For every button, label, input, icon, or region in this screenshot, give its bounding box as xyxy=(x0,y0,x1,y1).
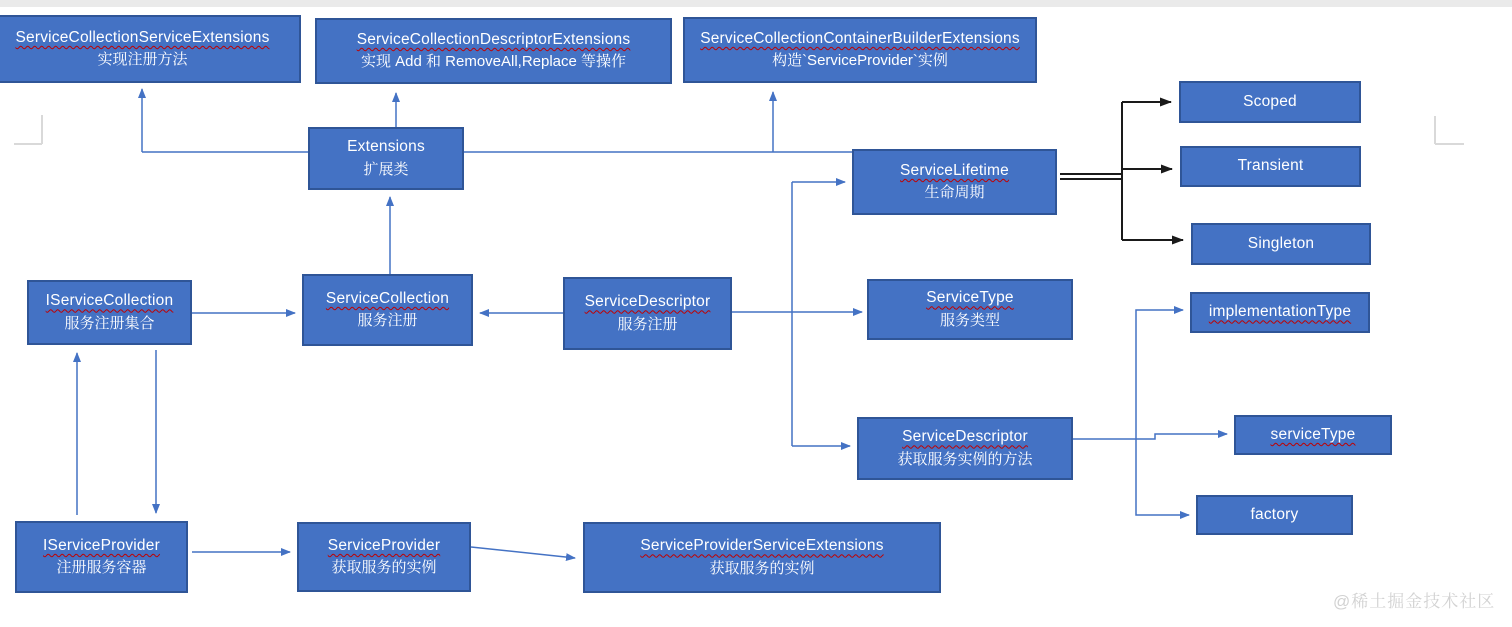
node-servicetype[interactable] xyxy=(867,279,1073,340)
node-title: ServiceCollectionDescriptorExtensions xyxy=(356,30,631,48)
node-title: ServiceCollectionServiceExtensions xyxy=(15,28,270,46)
node-subtitle: 服务注册 xyxy=(617,315,678,333)
node-subtitle: 实现 Add 和 RemoveAll,Replace 等操作 xyxy=(360,53,627,71)
node-servicedescriptor[interactable] xyxy=(563,277,732,350)
node-title: ServiceDescriptor xyxy=(584,293,711,311)
node-servicecollectiondescriptorextensions[interactable] xyxy=(315,18,672,84)
node-subtitle: 服务注册 xyxy=(357,312,418,330)
node-servicetype-field[interactable] xyxy=(1234,415,1392,455)
node-subtitle: 获取服务的实例 xyxy=(709,559,815,577)
node-subtitle: 注册服务容器 xyxy=(56,559,147,577)
node-servicelifetime[interactable] xyxy=(852,149,1057,215)
node-subtitle: 实现注册方法 xyxy=(97,51,188,69)
node-subtitle: 扩展类 xyxy=(363,160,409,178)
node-subtitle: 获取服务的实例 xyxy=(331,559,437,577)
node-title: serviceType xyxy=(1270,425,1356,443)
node-title: IServiceProvider xyxy=(43,536,160,554)
node-title: Singleton xyxy=(1247,234,1315,252)
node-title: implementationType xyxy=(1208,303,1352,321)
node-title: ServiceCollection xyxy=(325,289,450,307)
node-servicecollectioncontainerbuilderextensions[interactable] xyxy=(683,17,1037,83)
node-title: ServiceLifetime xyxy=(900,161,1009,179)
node-title: ServiceDescriptor xyxy=(902,428,1028,446)
node-extensions[interactable] xyxy=(308,127,464,190)
node-singleton[interactable] xyxy=(1191,223,1371,265)
node-title: ServiceProvider xyxy=(327,536,441,554)
node-title: Extensions xyxy=(347,138,425,156)
node-subtitle: 构造`ServiceProvider`实例 xyxy=(772,52,948,70)
node-iservicecollection[interactable] xyxy=(27,280,192,345)
node-servicecollection[interactable] xyxy=(302,274,473,346)
node-scoped[interactable] xyxy=(1179,81,1361,123)
node-transient[interactable] xyxy=(1180,146,1361,187)
node-subtitle: 服务类型 xyxy=(939,311,1000,329)
node-servicedescriptor-methods[interactable] xyxy=(857,417,1073,480)
node-implementationtype[interactable] xyxy=(1190,292,1370,333)
black-connectors xyxy=(1060,102,1183,240)
node-title: ServiceProviderServiceExtensions xyxy=(640,537,884,555)
watermark: @稀土掘金技术社区 xyxy=(1333,592,1496,611)
node-factory[interactable] xyxy=(1196,495,1353,535)
node-title: ServiceType xyxy=(926,289,1014,307)
node-title: factory xyxy=(1250,505,1299,523)
node-title: ServiceCollectionContainerBuilderExtensions xyxy=(700,29,1020,47)
node-subtitle: 获取服务实例的方法 xyxy=(897,450,1033,468)
node-serviceproviderserviceextensions[interactable] xyxy=(583,522,941,593)
node-subtitle: 服务注册集合 xyxy=(64,314,155,332)
node-iserviceprovider[interactable] xyxy=(15,521,188,593)
node-subtitle: 生命周期 xyxy=(924,184,985,202)
node-title: IServiceCollection xyxy=(45,292,174,310)
node-servicecollectionserviceextensions[interactable] xyxy=(0,15,301,83)
node-title: Transient xyxy=(1237,157,1304,175)
node-serviceprovider[interactable] xyxy=(297,522,471,592)
node-title: Scoped xyxy=(1243,92,1297,110)
